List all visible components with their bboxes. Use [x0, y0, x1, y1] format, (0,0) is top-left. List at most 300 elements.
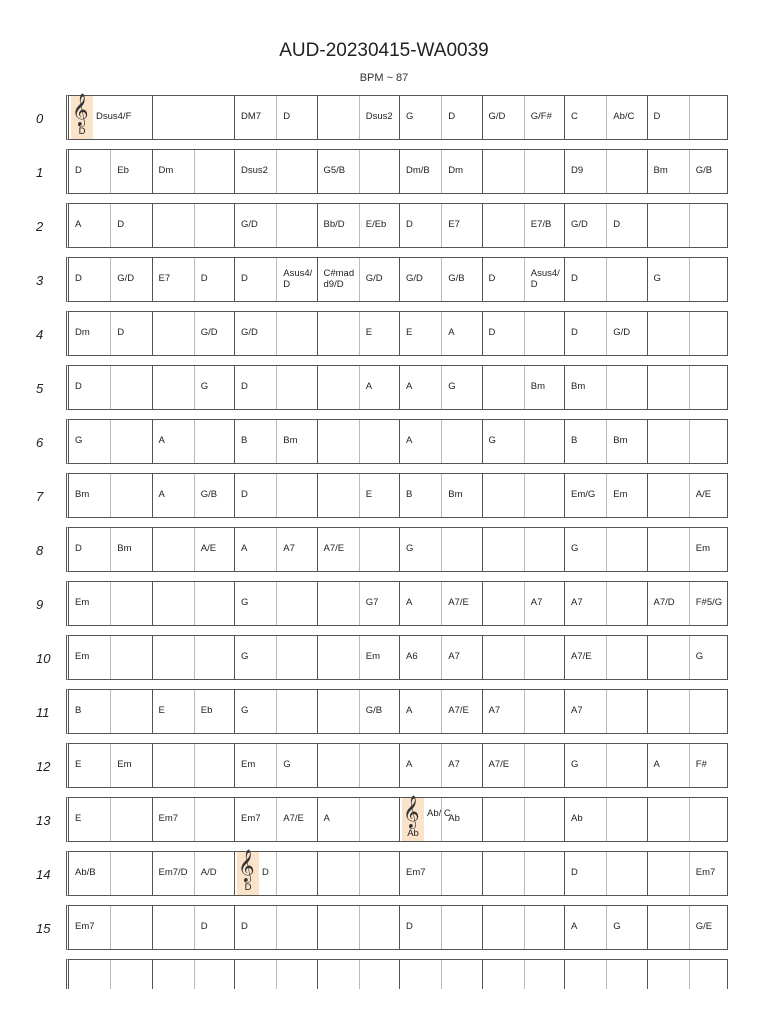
beat-slot[interactable]	[359, 528, 400, 571]
beat-slot[interactable]	[153, 582, 194, 625]
beat-slot[interactable]	[524, 96, 565, 139]
beat-slot[interactable]	[606, 852, 647, 895]
beat-slot[interactable]	[359, 690, 400, 733]
beat-slot[interactable]	[69, 420, 110, 463]
beat-slot[interactable]	[441, 798, 482, 841]
beat-slot[interactable]	[565, 366, 606, 409]
measure-cell[interactable]	[564, 474, 647, 517]
measure-cell[interactable]	[69, 528, 152, 571]
beat-slot[interactable]	[276, 474, 317, 517]
beat-slot[interactable]	[689, 852, 730, 895]
measure-cell[interactable]	[647, 906, 730, 949]
beat-slot[interactable]	[483, 636, 524, 679]
beat-slot[interactable]	[565, 420, 606, 463]
beat-slot[interactable]	[153, 744, 194, 787]
beat-slot[interactable]	[359, 96, 400, 139]
beat-slot[interactable]	[276, 798, 317, 841]
beat-slot[interactable]	[483, 258, 524, 301]
measure-cell[interactable]	[317, 582, 400, 625]
beat-slot[interactable]	[276, 744, 317, 787]
beat-slot[interactable]	[483, 690, 524, 733]
beat-slot[interactable]	[648, 258, 689, 301]
beat-slot[interactable]	[359, 258, 400, 301]
beat-slot[interactable]	[524, 690, 565, 733]
beat-slot[interactable]	[110, 312, 151, 355]
measure-cell[interactable]	[152, 420, 235, 463]
beat-slot[interactable]	[483, 852, 524, 895]
measure-cell[interactable]	[564, 312, 647, 355]
beat-slot[interactable]	[235, 420, 276, 463]
measure-cell[interactable]	[152, 906, 235, 949]
measure-cell[interactable]	[564, 636, 647, 679]
beat-slot[interactable]	[524, 960, 565, 989]
measure-cell[interactable]	[482, 528, 565, 571]
beat-slot[interactable]	[318, 204, 359, 247]
beat-slot[interactable]	[359, 906, 400, 949]
measure-cell[interactable]	[234, 420, 317, 463]
measure-cell[interactable]	[317, 852, 400, 895]
beat-slot[interactable]	[400, 906, 441, 949]
measure-cell[interactable]	[647, 960, 730, 989]
beat-slot[interactable]	[565, 636, 606, 679]
beat-slot[interactable]	[483, 366, 524, 409]
beat-slot[interactable]	[524, 582, 565, 625]
beat-slot[interactable]	[606, 474, 647, 517]
beat-slot[interactable]	[524, 312, 565, 355]
measure-cell[interactable]	[647, 96, 730, 139]
measure-cell[interactable]	[152, 798, 235, 841]
measure-cell[interactable]	[564, 582, 647, 625]
beat-slot[interactable]	[689, 366, 730, 409]
measure-cell[interactable]	[564, 852, 647, 895]
beat-slot[interactable]	[441, 744, 482, 787]
beat-slot[interactable]	[110, 798, 151, 841]
beat-slot[interactable]	[276, 582, 317, 625]
measure-cell[interactable]	[317, 258, 400, 301]
beat-slot[interactable]	[524, 366, 565, 409]
measure-cell[interactable]	[482, 420, 565, 463]
measure-cell[interactable]	[69, 582, 152, 625]
beat-slot[interactable]	[359, 582, 400, 625]
beat-slot[interactable]	[276, 636, 317, 679]
measure-cell[interactable]	[69, 258, 152, 301]
beat-slot[interactable]	[689, 744, 730, 787]
beat-slot[interactable]	[69, 636, 110, 679]
beat-slot[interactable]	[565, 204, 606, 247]
measure-cell[interactable]	[69, 474, 152, 517]
beat-slot[interactable]	[441, 852, 482, 895]
beat-slot[interactable]	[276, 528, 317, 571]
measure-cell[interactable]	[647, 636, 730, 679]
beat-slot[interactable]	[235, 690, 276, 733]
beat-slot[interactable]	[524, 528, 565, 571]
beat-slot[interactable]	[606, 312, 647, 355]
measure-cell[interactable]	[69, 93, 152, 139]
beat-slot[interactable]	[318, 852, 359, 895]
beat-slot[interactable]	[441, 258, 482, 301]
measure-cell[interactable]	[564, 906, 647, 949]
measure-cell[interactable]	[317, 150, 400, 193]
measure-cell[interactable]	[647, 474, 730, 517]
measure-cell[interactable]	[399, 744, 482, 787]
measure-cell[interactable]	[564, 744, 647, 787]
beat-slot[interactable]	[400, 795, 451, 841]
beat-slot[interactable]	[648, 852, 689, 895]
measure-cell[interactable]	[399, 312, 482, 355]
beat-slot[interactable]	[689, 150, 730, 193]
measure-cell[interactable]	[482, 96, 565, 139]
beat-slot[interactable]	[110, 906, 151, 949]
beat-slot[interactable]	[441, 96, 482, 139]
beat-slot[interactable]	[441, 312, 482, 355]
beat-slot[interactable]	[194, 744, 235, 787]
beat-slot[interactable]	[69, 582, 110, 625]
beat-slot[interactable]	[689, 474, 730, 517]
measure-cell[interactable]	[152, 96, 235, 139]
beat-slot[interactable]	[194, 906, 235, 949]
beat-slot[interactable]	[110, 528, 151, 571]
beat-slot[interactable]	[483, 528, 524, 571]
beat-slot[interactable]	[400, 258, 441, 301]
measure-cell[interactable]	[482, 366, 565, 409]
beat-slot[interactable]	[565, 150, 606, 193]
beat-slot[interactable]	[565, 798, 606, 841]
beat-slot[interactable]	[648, 474, 689, 517]
measure-cell[interactable]	[647, 204, 730, 247]
measure-cell[interactable]	[482, 798, 565, 841]
beat-slot[interactable]	[318, 582, 359, 625]
beat-slot[interactable]	[318, 906, 359, 949]
beat-slot[interactable]	[69, 93, 152, 139]
beat-slot[interactable]	[318, 528, 359, 571]
beat-slot[interactable]	[483, 582, 524, 625]
measure-cell[interactable]	[399, 420, 482, 463]
beat-slot[interactable]	[400, 528, 441, 571]
beat-slot[interactable]	[235, 258, 276, 301]
beat-slot[interactable]	[235, 96, 276, 139]
measure-cell[interactable]	[317, 960, 400, 989]
measure-cell[interactable]	[152, 636, 235, 679]
measure-cell[interactable]	[69, 204, 152, 247]
measure-cell[interactable]	[564, 96, 647, 139]
beat-slot[interactable]	[648, 960, 689, 989]
beat-slot[interactable]	[606, 150, 647, 193]
measure-cell[interactable]	[317, 96, 400, 139]
beat-slot[interactable]	[235, 744, 276, 787]
measure-cell[interactable]	[482, 258, 565, 301]
beat-slot[interactable]	[689, 420, 730, 463]
beat-slot[interactable]	[110, 852, 151, 895]
beat-slot[interactable]	[441, 636, 482, 679]
beat-slot[interactable]	[441, 474, 482, 517]
beat-slot[interactable]	[400, 150, 441, 193]
beat-slot[interactable]	[441, 204, 482, 247]
measure-cell[interactable]	[152, 366, 235, 409]
beat-slot[interactable]	[194, 582, 235, 625]
beat-slot[interactable]	[359, 636, 400, 679]
measure-cell[interactable]	[399, 150, 482, 193]
beat-slot[interactable]	[318, 636, 359, 679]
beat-slot[interactable]	[524, 798, 565, 841]
beat-slot[interactable]	[400, 852, 441, 895]
beat-slot[interactable]	[194, 474, 235, 517]
beat-slot[interactable]	[524, 258, 565, 301]
beat-slot[interactable]	[606, 204, 647, 247]
beat-slot[interactable]	[483, 204, 524, 247]
beat-slot[interactable]	[194, 690, 235, 733]
beat-slot[interactable]	[235, 312, 276, 355]
beat-slot[interactable]	[153, 906, 194, 949]
beat-slot[interactable]	[400, 744, 441, 787]
beat-slot[interactable]	[400, 204, 441, 247]
measure-cell[interactable]	[234, 582, 317, 625]
measure-cell[interactable]	[647, 312, 730, 355]
measure-cell[interactable]	[564, 258, 647, 301]
beat-slot[interactable]	[276, 420, 317, 463]
beat-slot[interactable]	[689, 96, 730, 139]
beat-slot[interactable]	[318, 96, 359, 139]
beat-slot[interactable]	[110, 420, 151, 463]
measure-cell[interactable]	[317, 690, 400, 733]
measure-cell[interactable]	[399, 690, 482, 733]
beat-slot[interactable]	[606, 636, 647, 679]
beat-slot[interactable]	[606, 906, 647, 949]
beat-slot[interactable]	[565, 96, 606, 139]
beat-slot[interactable]	[194, 960, 235, 989]
beat-slot[interactable]	[689, 582, 730, 625]
beat-slot[interactable]	[565, 744, 606, 787]
measure-cell[interactable]	[647, 582, 730, 625]
beat-slot[interactable]	[276, 150, 317, 193]
beat-slot[interactable]	[606, 690, 647, 733]
measure-cell[interactable]	[234, 636, 317, 679]
measure-cell[interactable]	[317, 366, 400, 409]
measure-cell[interactable]	[317, 636, 400, 679]
beat-slot[interactable]	[648, 150, 689, 193]
measure-cell[interactable]	[482, 636, 565, 679]
beat-slot[interactable]	[400, 474, 441, 517]
measure-cell[interactable]	[234, 798, 317, 841]
beat-slot[interactable]	[400, 96, 441, 139]
beat-slot[interactable]	[565, 258, 606, 301]
beat-slot[interactable]	[648, 744, 689, 787]
measure-cell[interactable]	[317, 474, 400, 517]
measure-cell[interactable]	[399, 852, 482, 895]
beat-slot[interactable]	[235, 849, 276, 895]
beat-slot[interactable]	[648, 420, 689, 463]
beat-slot[interactable]	[524, 906, 565, 949]
beat-slot[interactable]	[153, 420, 194, 463]
beat-slot[interactable]	[110, 744, 151, 787]
measure-cell[interactable]	[399, 96, 482, 139]
beat-slot[interactable]	[606, 960, 647, 989]
beat-slot[interactable]	[194, 258, 235, 301]
beat-slot[interactable]	[69, 150, 110, 193]
measure-cell[interactable]	[399, 204, 482, 247]
beat-slot[interactable]	[606, 582, 647, 625]
measure-cell[interactable]	[152, 258, 235, 301]
beat-slot[interactable]	[276, 96, 317, 139]
beat-slot[interactable]	[359, 204, 400, 247]
beat-slot[interactable]	[565, 690, 606, 733]
beat-slot[interactable]	[648, 798, 689, 841]
beat-slot[interactable]	[524, 420, 565, 463]
measure-cell[interactable]	[647, 528, 730, 571]
beat-slot[interactable]	[648, 690, 689, 733]
beat-slot[interactable]	[235, 528, 276, 571]
measure-cell[interactable]	[69, 744, 152, 787]
measure-cell[interactable]	[482, 852, 565, 895]
beat-slot[interactable]	[194, 312, 235, 355]
beat-slot[interactable]	[441, 366, 482, 409]
measure-cell[interactable]	[69, 636, 152, 679]
beat-slot[interactable]	[153, 312, 194, 355]
measure-cell[interactable]	[647, 150, 730, 193]
measure-cell[interactable]	[399, 258, 482, 301]
measure-cell[interactable]	[482, 204, 565, 247]
measure-cell[interactable]	[564, 420, 647, 463]
beat-slot[interactable]	[235, 366, 276, 409]
beat-slot[interactable]	[483, 474, 524, 517]
beat-slot[interactable]	[110, 204, 151, 247]
beat-slot[interactable]	[524, 474, 565, 517]
beat-slot[interactable]	[648, 366, 689, 409]
measure-cell[interactable]	[647, 744, 730, 787]
beat-slot[interactable]	[276, 852, 317, 895]
beat-slot[interactable]	[689, 636, 730, 679]
measure-cell[interactable]	[482, 690, 565, 733]
beat-slot[interactable]	[194, 636, 235, 679]
measure-cell[interactable]	[69, 312, 152, 355]
beat-slot[interactable]	[648, 582, 689, 625]
beat-slot[interactable]	[110, 150, 151, 193]
measure-cell[interactable]	[69, 690, 152, 733]
beat-slot[interactable]	[276, 690, 317, 733]
measure-cell[interactable]	[234, 258, 317, 301]
measure-cell[interactable]	[152, 852, 235, 895]
measure-cell[interactable]	[234, 366, 317, 409]
measure-cell[interactable]	[234, 528, 317, 571]
beat-slot[interactable]	[69, 744, 110, 787]
beat-slot[interactable]	[235, 582, 276, 625]
beat-slot[interactable]	[524, 150, 565, 193]
beat-slot[interactable]	[69, 312, 110, 355]
measure-cell[interactable]	[564, 366, 647, 409]
beat-slot[interactable]	[359, 852, 400, 895]
beat-slot[interactable]	[565, 474, 606, 517]
measure-cell[interactable]	[399, 906, 482, 949]
measure-cell[interactable]	[564, 528, 647, 571]
measure-cell[interactable]	[482, 906, 565, 949]
beat-slot[interactable]	[153, 204, 194, 247]
beat-slot[interactable]	[441, 150, 482, 193]
beat-slot[interactable]	[69, 906, 110, 949]
measure-cell[interactable]	[152, 690, 235, 733]
measure-cell[interactable]	[399, 636, 482, 679]
beat-slot[interactable]	[648, 96, 689, 139]
beat-slot[interactable]	[606, 528, 647, 571]
beat-slot[interactable]	[606, 798, 647, 841]
measure-cell[interactable]	[234, 204, 317, 247]
measure-cell[interactable]	[234, 150, 317, 193]
measure-cell[interactable]	[317, 204, 400, 247]
beat-slot[interactable]	[606, 420, 647, 463]
measure-cell[interactable]	[234, 312, 317, 355]
beat-slot[interactable]	[483, 960, 524, 989]
measure-cell[interactable]	[152, 744, 235, 787]
beat-slot[interactable]	[69, 528, 110, 571]
measure-cell[interactable]	[152, 582, 235, 625]
beat-slot[interactable]	[153, 96, 236, 139]
measure-cell[interactable]	[482, 744, 565, 787]
beat-slot[interactable]	[110, 474, 151, 517]
measure-cell[interactable]	[564, 798, 647, 841]
beat-slot[interactable]	[110, 366, 151, 409]
measure-cell[interactable]	[234, 960, 317, 989]
measure-cell[interactable]	[234, 744, 317, 787]
measure-cell[interactable]	[152, 960, 235, 989]
beat-slot[interactable]	[276, 312, 317, 355]
beat-slot[interactable]	[441, 582, 482, 625]
beat-slot[interactable]	[400, 690, 441, 733]
measure-cell[interactable]	[482, 474, 565, 517]
beat-slot[interactable]	[153, 528, 194, 571]
measure-cell[interactable]	[647, 420, 730, 463]
beat-slot[interactable]	[69, 258, 110, 301]
beat-slot[interactable]	[689, 690, 730, 733]
beat-slot[interactable]	[359, 960, 400, 989]
beat-slot[interactable]	[194, 420, 235, 463]
measure-cell[interactable]	[482, 150, 565, 193]
beat-slot[interactable]	[69, 852, 110, 895]
beat-slot[interactable]	[565, 960, 606, 989]
measure-cell[interactable]	[399, 960, 482, 989]
beat-slot[interactable]	[359, 150, 400, 193]
beat-slot[interactable]	[235, 906, 276, 949]
beat-slot[interactable]	[110, 636, 151, 679]
beat-slot[interactable]	[648, 528, 689, 571]
beat-slot[interactable]	[110, 258, 151, 301]
beat-slot[interactable]	[524, 204, 565, 247]
measure-cell[interactable]	[152, 204, 235, 247]
beat-slot[interactable]	[689, 906, 730, 949]
beat-slot[interactable]	[648, 312, 689, 355]
beat-slot[interactable]	[69, 366, 110, 409]
measure-cell[interactable]	[317, 798, 400, 841]
beat-slot[interactable]	[153, 474, 194, 517]
beat-slot[interactable]	[483, 312, 524, 355]
measure-cell[interactable]	[69, 906, 152, 949]
beat-slot[interactable]	[153, 636, 194, 679]
beat-slot[interactable]	[565, 312, 606, 355]
measure-cell[interactable]	[317, 528, 400, 571]
measure-cell[interactable]	[317, 744, 400, 787]
beat-slot[interactable]	[648, 204, 689, 247]
beat-slot[interactable]	[441, 420, 482, 463]
beat-slot[interactable]	[194, 852, 235, 895]
measure-cell[interactable]	[317, 312, 400, 355]
beat-slot[interactable]	[400, 420, 441, 463]
beat-slot[interactable]	[359, 312, 400, 355]
measure-cell[interactable]	[69, 798, 152, 841]
beat-slot[interactable]	[689, 204, 730, 247]
measure-cell[interactable]	[234, 690, 317, 733]
beat-slot[interactable]	[565, 852, 606, 895]
measure-cell[interactable]	[482, 312, 565, 355]
beat-slot[interactable]	[483, 744, 524, 787]
measure-cell[interactable]	[234, 849, 317, 895]
beat-slot[interactable]	[194, 366, 235, 409]
